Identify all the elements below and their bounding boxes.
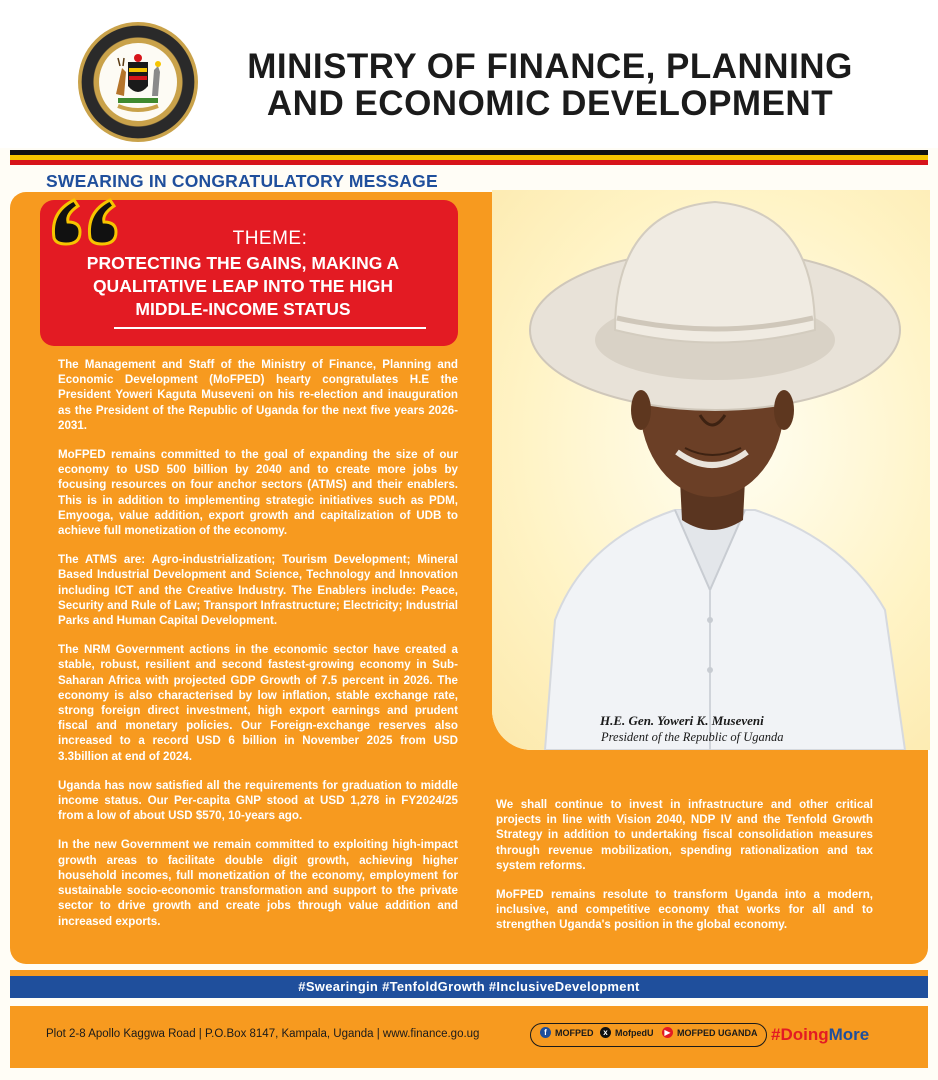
- doing-more-part2: More: [828, 1025, 870, 1044]
- caption-role: President of the Republic of Uganda: [601, 730, 784, 744]
- body-paragraph: We shall continue to invest in infrastructure and other critical projects in line with Vision 2040, NDP IV and the Tenfold Growth Strategy in addition to undertaking fiscal consolidation measures through revenue mobilization, spending rationalization and tax system reforms.: [496, 798, 873, 872]
- ministry-title-line2: AND ECONOMIC DEVELOPMENT: [266, 84, 834, 123]
- theme-label: THEME:: [232, 228, 308, 249]
- section-title: SWEARING IN CONGRATULATORY MESSAGE: [46, 171, 438, 191]
- theme-underline: [114, 327, 426, 329]
- ministry-title: [210, 48, 890, 122]
- ministry-title-line1: MINISTRY OF FINANCE, PLANNING: [247, 47, 853, 86]
- theme-text: PROTECTING THE GAINS, MAKING A QUALITATIVE LEAP INTO THE HIGH MIDDLE-INCOME STATUS: [86, 253, 400, 319]
- caption-name: H.E. Gen. Yoweri K. Museveni: [600, 713, 764, 728]
- x-icon[interactable]: x: [600, 1027, 611, 1038]
- flag-stripes: [10, 150, 928, 166]
- body-paragraph: The NRM Government actions in the economic sector have created a stable, robust, resilient and second fastest-growing economy in Sub-Saharan Africa with projected GDP Growth of 7.5 percent in 2026. The economy is also characterised by low inflation, stable exchange rate, strong foreign direct investment, high export earnings and prudent fiscal and monetary policies. Our Foreign-exchange reserves also increased to a record USD 6 billion in November 2025 from USD 3.3billion at end of 2024.: [58, 643, 458, 763]
- facebook-handle[interactable]: MOFPED: [555, 1028, 594, 1038]
- body-paragraph: MoFPED remains committed to the goal of expanding the size of our economy to USD 500 billion by 2040 and to create more jobs by focusing resources on four anchor sectors (ATMS) and their enablers. This is in addition to implementing strategic initiatives such as PDM, Emyooga, value addition, export growth and capitalization of UDB to achieve full monetization of the economy.: [58, 448, 458, 538]
- youtube-icon[interactable]: ▶: [662, 1027, 673, 1038]
- body-paragraph: In the new Government we remain committed to exploiting high-impact growth areas to facilitate double digit growth, achieving higher household incomes, full monetization of the economy, employment for sustainable socio-economic transformation and support to the private sector to drive growth and create jobs through value addition and increased exports.: [58, 838, 458, 928]
- doing-more-tag: [771, 1025, 869, 1045]
- body-left-column: [58, 357, 458, 943]
- ministry-seal-icon: [78, 22, 198, 142]
- x-handle[interactable]: MofpedU: [615, 1028, 654, 1038]
- hashtag-band: #Swearingin #TenfoldGrowth #InclusiveDevelopment: [10, 976, 928, 998]
- footer-address: Plot 2-8 Apollo Kaggwa Road | P.O.Box 8147, Kampala, Uganda | www.finance.go.ug: [46, 1028, 480, 1040]
- body-paragraph: MoFPED remains resolute to transform Uganda into a modern, inclusive, and competitive economy that works for all and to strengthen Uganda's position in the global economy.: [496, 888, 873, 932]
- youtube-handle[interactable]: MOFPED UGANDA: [677, 1028, 758, 1038]
- body-right-column: [496, 797, 873, 947]
- body-paragraph: Uganda has now satisfied all the requirements for graduation to middle income status. Our Per-capita GNP stood at USD 1,278 in FY2024/25 from a low of about USD $570, 10-years ago.: [58, 778, 458, 823]
- body-paragraph: The Management and Staff of the Ministry of Finance, Planning and Economic Development (MoFPED) hearty congratulates H.E the President Yoweri Kaguta Museveni on his re-election and inauguration as the President of the Republic of Uganda for the next five years 2026-2031.: [58, 358, 458, 432]
- facebook-icon[interactable]: f: [540, 1027, 551, 1038]
- doing-more-part1: #Doing: [771, 1025, 829, 1044]
- president-photo: [505, 190, 925, 750]
- body-paragraph: The ATMS are: Agro-industrialization; Tourism Development; Mineral Based Industrial Development and Science, Technology and Innovation including ICT and the Creative Industry. The Enablers include: Peace, Security and Rule of Law; Transport Infrastructure; Electricity; Industrial Parks and Human Capital Development.: [58, 553, 458, 628]
